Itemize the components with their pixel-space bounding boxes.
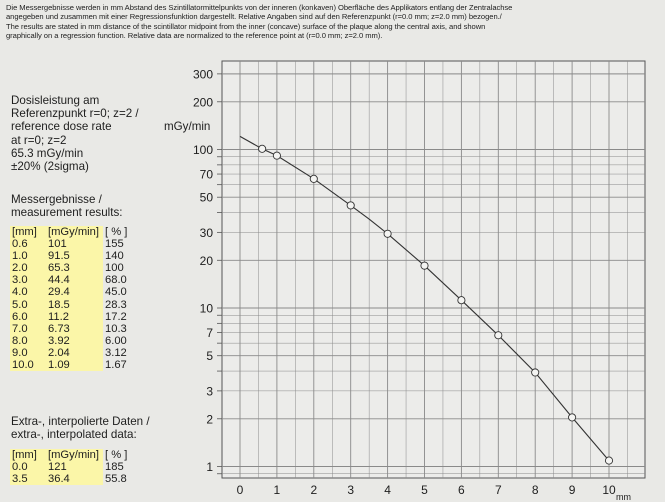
description-line: The results are stated in mm distance of the scintillator midpoint from the inner (concave) surface of the plaque along the central axis, and shown [6,21,486,31]
measurement-cell: 2.0 [10,262,46,274]
measurement-cell: 100 [105,262,124,275]
x-tick-label: 5 [421,483,428,497]
data-point [605,457,612,464]
measurement-header-cell: [ % ] [105,226,128,238]
measurement-title-line: measurement results: [11,206,123,220]
measurement-cell: 1.67 [105,359,127,372]
y-tick-label: 200 [192,95,213,110]
extra-title-line: Extra-, interpolierte Daten / [11,415,150,428]
measurement-cell: 10.0 [10,359,46,371]
measurement-cell: 29.4 [46,286,103,298]
extra-header-cell: [ % ] [105,449,128,461]
measurement-cell: 0.6 [10,238,46,250]
x-tick-label: 0 [236,483,244,497]
extra-cell: 55.8 [105,473,127,486]
measurement-cell: 68.0 [105,274,127,287]
extra-cell: 185 [105,461,124,474]
measurement-header-cell: [mGy/min] [46,226,103,238]
data-point [310,175,317,182]
measurement-cell: 28.3 [105,298,127,311]
measurement-cell: 65.3 [46,262,103,274]
measurement-cell: 2.04 [46,347,103,359]
description-line: Die Messergebnisse werden in mm Abstand des Szintillatormittelpunkts von der inneren (konkaven) Oberfläche des Applikators entlang der Zentralachse [6,3,513,12]
measurement-cell: 5.0 [10,299,46,311]
x-tick-label: 1 [273,483,281,497]
extra-cell: 0.0 [10,461,46,473]
data-point [421,262,428,269]
measurement-cell: 10.3 [105,322,127,335]
measurement-cell: 6.0 [10,311,46,323]
measurement-cell: 18.5 [46,299,103,311]
y-tick-label: 100 [192,143,213,157]
extra-title-line: extra-, interpolated data: [11,428,137,442]
data-point [458,297,465,304]
measurement-cell: 8.0 [10,335,46,347]
x-tick-label: 7 [494,483,502,497]
y-tick-label: 300 [192,67,213,82]
measurement-cell: 140 [105,250,124,263]
y-tick-label: 7 [206,326,213,341]
extra-header-cell: [mGy/min] [46,449,103,461]
y-tick-label: 3 [206,384,213,399]
measurement-cell: 9.0 [10,347,46,359]
measurement-cell: 3.92 [46,335,103,347]
measurement-cell: 7.0 [10,323,46,335]
data-point [495,332,502,339]
measurement-cell: 4.0 [10,286,46,298]
extra-cell: 121 [46,461,103,473]
x-tick-label: 8 [531,483,539,497]
y-tick-label: 1 [206,460,213,474]
extra-cell: 36.4 [46,473,103,485]
reference-line: ±20% (2sigma) [11,160,89,174]
data-point [384,230,391,237]
measurement-cell: 91.5 [46,250,103,262]
measurement-cell: 1.0 [10,250,46,262]
measurement-cell: 45.0 [105,286,127,299]
data-point [569,414,576,421]
y-tick-label: 2 [206,412,213,427]
description-line: graphically on a regression function. Relative data are normalized to the reference point at (r=0.0 mm; z=2.0 mm). [6,31,383,41]
measurement-cell: 3.12 [105,346,127,359]
measurement-cell: 6.73 [46,323,103,335]
measurement-cell: 17.2 [105,310,127,323]
y-axis-unit-label: mGy/min [164,120,211,133]
measurement-cell: 1.09 [46,359,103,371]
data-point [532,369,539,376]
data-point [259,145,266,152]
y-tick-label: 50 [199,190,213,205]
x-tick-label: 9 [568,483,576,497]
measurement-cell: 3.0 [10,274,46,286]
measurement-cell: 101 [46,238,103,250]
y-tick-label: 20 [199,253,213,268]
reference-line: Referenzpunkt r=0; z=2 / [11,107,139,121]
x-tick-label: 2 [310,483,318,497]
reference-line: 65.3 mGy/min [11,146,84,160]
measurement-cell: 11.2 [46,311,103,323]
x-tick-label: 4 [384,483,391,497]
reference-line: reference dose rate [11,120,112,134]
x-tick-label: 10 [602,483,616,497]
measurement-title-line: Messergebnisse / [11,193,102,206]
description-line: angegeben und zusammen mit einer Regressionsfunktion dargestellt. Relative Angaben sind auf den Referenzpunkt (r=0.0 mm; z=2.0 mm) bezogen./ [6,12,502,22]
measurement-cell: 6.00 [105,334,127,347]
measurement-cell: 155 [105,238,124,251]
data-point [347,202,354,209]
x-tick-label: 3 [347,483,355,497]
extra-header-cell: [mm] [10,449,46,461]
x-axis-unit-label: mm [616,492,631,502]
y-tick-label: 30 [199,225,213,240]
plot-frame [222,61,645,478]
data-point [273,152,280,159]
extra-cell: 3.5 [10,473,46,485]
measurement-header-cell: [mm] [10,226,46,238]
y-tick-label: 5 [206,349,213,364]
y-tick-label: 70 [199,167,213,182]
y-tick-label: 10 [199,301,213,316]
reference-line: Dosisleistung am [11,94,100,107]
x-tick-label: 6 [458,483,465,497]
measurement-cell: 44.4 [46,274,103,286]
reference-line: at r=0; z=2 [11,133,67,147]
